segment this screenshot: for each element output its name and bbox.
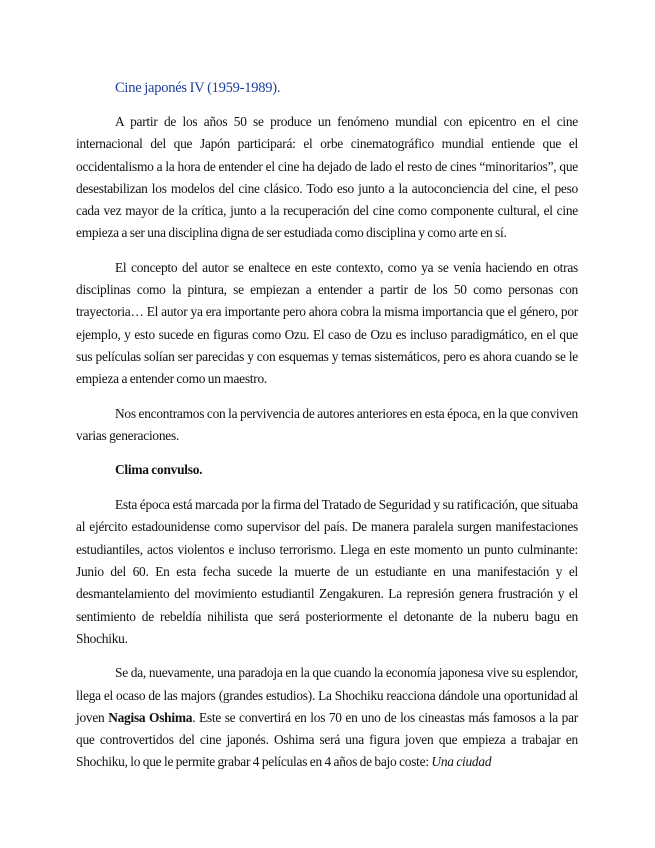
paragraph-autor: El concepto del autor se enaltece en este contexto, como ya se venía haciendo en otras disciplinas como la pintura, se empiezan a entender a partir de los 50 como personas con trayectoria… El autor ya era importante pero ahora cobra la misma importancia que el género, por ejemplo, y esto sucede en figuras como Ozu. El caso de Ozu es incluso paradigmático, en el que sus películas solían ser parecidas y con esquemas y temas sistemáticos, pero es ahora cuando se le empieza a entender como un maestro. [76, 259, 578, 387]
oshima-text-middle: . Este se convertirá en los 70 en uno de los cineastas más famosos a la par que controvertidos del cine japonés. Oshima será una figura joven que empieza a trabajar en Shochiku, lo que le permite grabar 4 películas en 4 años de bajo coste: [76, 709, 578, 770]
oshima-name: Nagisa Oshima [108, 709, 193, 725]
paragraph-generaciones: Nos encontramos con la pervivencia de autores anteriores en esta época, en la que conviven varias generaciones. [76, 405, 578, 443]
paragraph-clima: Esta época está marcada por la firma del Tratado de Seguridad y su ratificación, que situaba al ejército estadounidense como supervisor del país. De manera paralela surgen manifestaciones estudiantiles, actos violentos e incluso terrorismo. Llega en este momento un punto culminante: Junio del 60. En esta fecha sucede la muerte de un estudiante en una manifestación y el desmantelamiento del movimiento estudiantil Zengakuren. La represión genera frustración y el sentimiento de rebeldía nihilista que será posteriormente el detonante de la nuberu bagu en Shochiku. [76, 497, 578, 646]
title-period: . [276, 80, 281, 96]
paragraph-intro: A partir de los años 50 se produce un fenómeno mundial con epicentro en el cine internacional del que Japón participará: el orbe cinematográfico mundial entiende que el occidentalismo a la hora de entender el cine ha dejado de lado el resto de cines “minoritarios”, que desestabilizan los modelos del cine clásico. Todo eso junto a la autoconciencia del cine, el peso cada vez mayor de la crítica, junto a la recuperación del cine como componente cultural, el cine empieza a ser una disciplina digna de ser estudiada como disciplina y como arte en sí. [76, 114, 578, 241]
section-heading: Clima convulso. [115, 462, 203, 478]
document-title [76, 77, 578, 99]
title-text: Cine japonés IV (1959-1989) [115, 80, 277, 96]
document-body [76, 77, 578, 786]
oshima-text-start: Se da, nuevamente, una paradoja en la que cuando la economía japonesa vive su esplendor, llega el ocaso de las majors (grandes estudios). La Shochiku reacciona dándole una oportunidad al joven [76, 665, 578, 725]
paragraph-oshima [76, 662, 578, 773]
film-title-fragment: Una ciudad [431, 754, 492, 770]
